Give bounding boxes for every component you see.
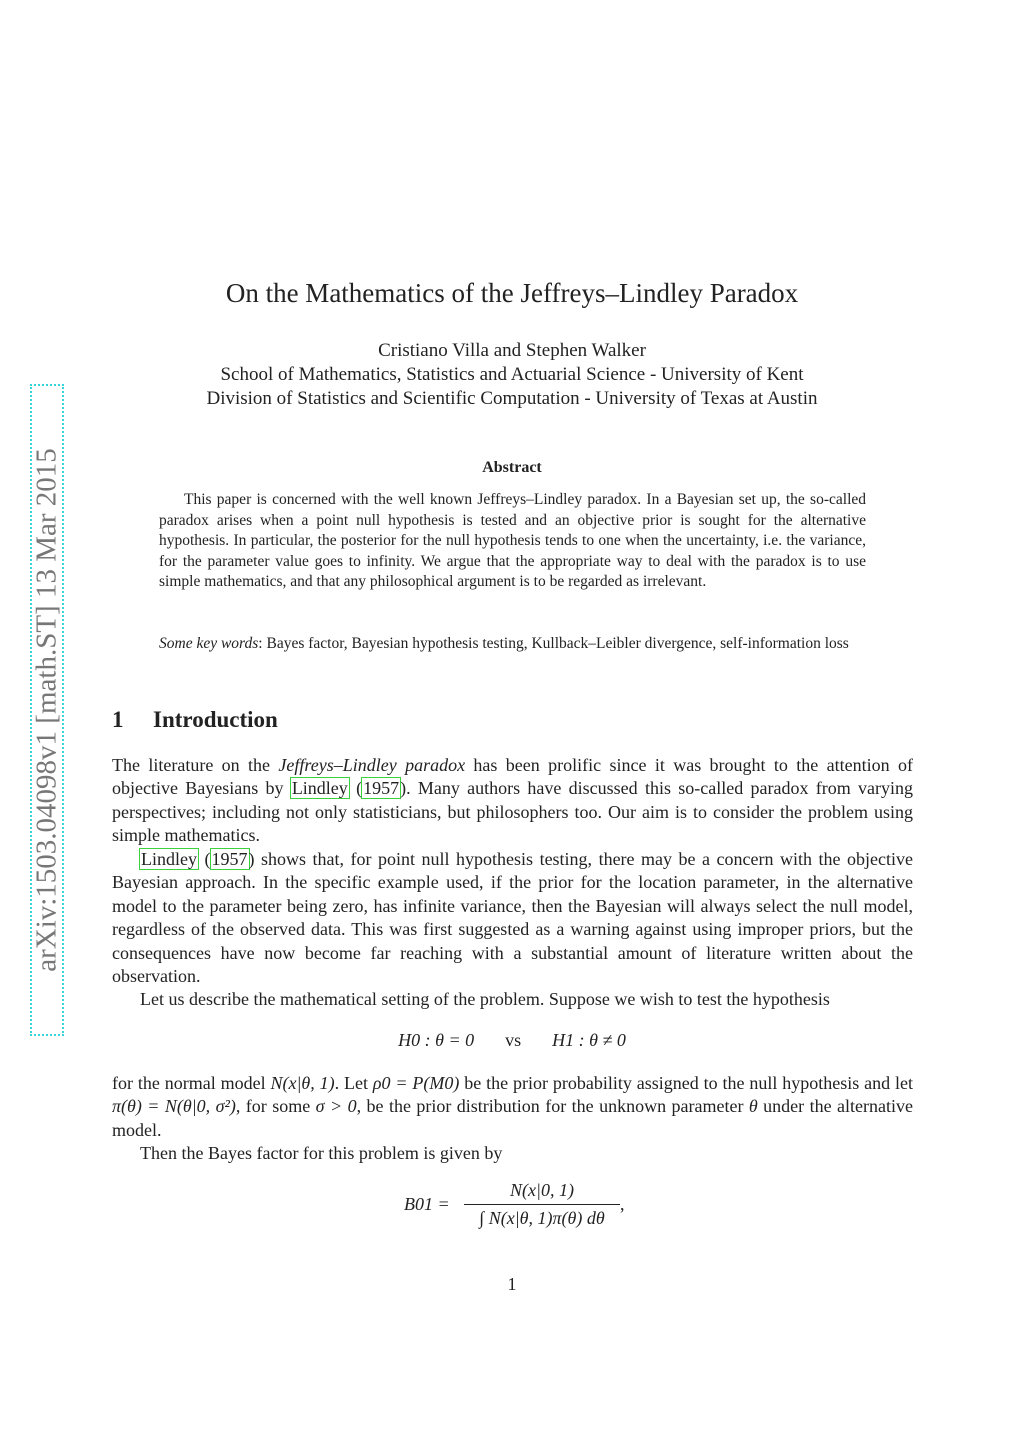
math-theta: θ [748,1096,758,1117]
keywords-label: Some key words [159,635,259,652]
authors: Cristiano Villa and Stephen Walker [378,340,646,361]
paradox-term: Jeffreys–Lindley paradox [278,755,466,775]
intro-paragraph-5: Then the Bayes factor for this problem is given by [140,1143,503,1163]
arxiv-stamp-text: arXiv:1503.04098v1 [math.ST] 13 Mar 2015 [30,448,63,972]
intro-paragraph-3: Let us describe the mathematical setting of the problem. Suppose we wish to test the hypothesis [140,989,830,1009]
alternative-hypothesis: H1 : θ ≠ 0 [552,1030,626,1050]
intro-paragraph-4: for the normal model N(x|θ, 1). Let ρ0 = P(M0) be the prior probability assigned to the null hypothesis and let π(θ) = N(θ|0, σ²), for some σ > 0, be the prior distribution for the unknown parameter θ under the alternative model. [112,1073,913,1140]
math-prior-probability: ρ0 = P(M0) [372,1073,460,1093]
page-number: 1 [507,1274,517,1294]
affiliation-kent: School of Mathematics, Statistics and Actuarial Science - University of Kent [220,364,804,385]
abstract-heading: Abstract [482,459,542,476]
null-hypothesis: H0 : θ = 0 [398,1030,475,1050]
fraction-bar [464,1204,620,1205]
arxiv-side-stamp[interactable] [30,384,64,1036]
bayes-factor-lhs: B01 = [404,1194,450,1214]
math-sigma-condition: σ > 0 [315,1096,357,1117]
citation-link-year[interactable]: 1957 [211,849,248,869]
intro-paragraph-2: Lindley (1957) shows that, for point null hypothesis testing, there may be a concern with the objective Bayesian approach. In the specific example used, if the prior for the location parameter, in the alternative model to the parameter being zero, has infinite variance, then the Bayesian will always select the null model, regardless of the observed data. This was first suggested as a warning against using improper priors, but the consequences have now become far reaching with a substantial amount of literature written about the observation. [112,849,913,987]
abstract-text: This paper is concerned with the well known Jeffreys–Lindley paradox. In a Bayesian set up, the so-called paradox arises when a point null hypothesis is tested and an objective prior is sought for the alternative hypothesis. In particular, the posterior for the null hypothesis tends to one when the uncertainty, i.e. the variance, for the parameter value goes to infinity. We argue that the appropriate way to deal with the paradox is to use simple mathematics, and that any philosophical argument is to be regarded as irrelevant. [159,491,866,591]
paper-title: On the Mathematics of the Jeffreys–Lindley Paradox [225,278,799,308]
keywords-list: : Bayes factor, Bayesian hypothesis testing, Kullback–Leibler divergence, self-information loss [258,635,849,652]
section-heading-introduction [112,707,278,733]
citation-link-year[interactable]: 1957 [363,778,400,799]
intro-paragraph-1: The literature on the Jeffreys–Lindley paradox has been prolific since it was brought to the attention of objective Bayesians by Lindley (1957). Many authors have discussed this so-called paradox from varying perspectives; including not only statisticians, but philosophers too. Our aim is to consider the problem using simple mathematics. [112,755,913,846]
section-number: 1 [112,707,124,732]
affiliation-texas: Division of Statistics and Scientific Computation - University of Texas at Austin [206,388,818,409]
math-normal-model: N(x|θ, 1) [270,1073,335,1093]
keywords [159,634,866,655]
bayes-factor-numerator: N(x|0, 1) [510,1180,574,1200]
math-prior-distribution: π(θ) = N(θ|0, σ²) [112,1096,236,1117]
citation-link-author[interactable]: Lindley [291,778,348,799]
hypothesis-equation [0,1030,1024,1051]
bayes-factor-denominator: ∫ N(x|θ, 1)π(θ) dθ [479,1208,605,1228]
section-title: Introduction [153,707,278,732]
citation-link-author[interactable]: Lindley [141,849,197,869]
versus-label: vs [505,1030,522,1050]
